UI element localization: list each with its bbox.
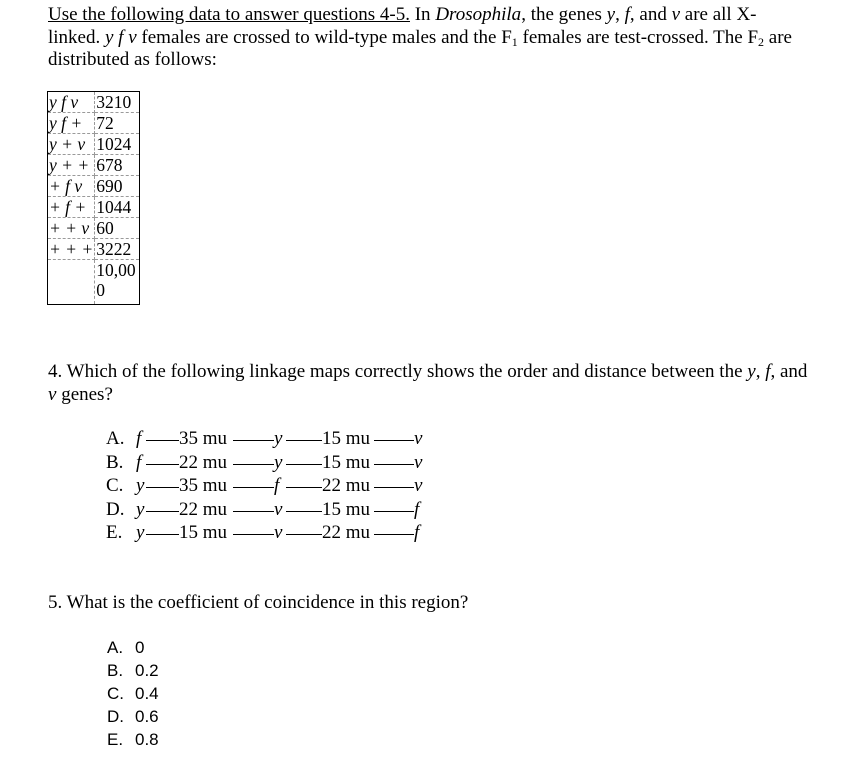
intro-text: are all X-linked. bbox=[48, 4, 757, 48]
count-cell: 3210 bbox=[95, 92, 140, 113]
map-line bbox=[286, 440, 322, 441]
gene-name: v bbox=[48, 384, 57, 405]
distance-label: 22 mu bbox=[179, 451, 228, 473]
map-line bbox=[286, 487, 322, 488]
genotype-cell: + f v bbox=[48, 176, 95, 197]
intro-text: are distributed as follows: bbox=[48, 26, 792, 70]
count-cell: 690 bbox=[95, 176, 140, 197]
gene-label: v bbox=[414, 451, 423, 473]
coefficient-options bbox=[107, 636, 159, 751]
question-4 bbox=[48, 360, 808, 406]
table-row bbox=[48, 113, 140, 134]
map-line bbox=[146, 534, 179, 535]
option-letter: C. bbox=[107, 684, 124, 703]
count-cell: 1044 bbox=[95, 197, 140, 218]
genotype-cell: + f + bbox=[48, 197, 95, 218]
count-cell: 1024 bbox=[95, 134, 140, 155]
map-line bbox=[374, 464, 414, 465]
map-line bbox=[286, 464, 322, 465]
gene-label: y bbox=[136, 475, 145, 496]
gene-label: f bbox=[414, 498, 420, 520]
count-cell: 3222 bbox=[95, 239, 140, 260]
answer-option bbox=[107, 728, 159, 751]
map-line bbox=[146, 487, 179, 488]
gene-label: y bbox=[274, 451, 283, 473]
option-value: 0.6 bbox=[135, 707, 159, 726]
table-row bbox=[48, 92, 140, 113]
progeny-table bbox=[47, 91, 140, 305]
option-letter: A. bbox=[106, 428, 125, 449]
count-cell: 72 bbox=[95, 113, 140, 134]
genotype-cell: y + + bbox=[48, 155, 95, 176]
map-line bbox=[286, 511, 322, 512]
table-row bbox=[48, 260, 140, 305]
option-letter: E. bbox=[107, 730, 124, 749]
option-letter: D. bbox=[106, 498, 125, 520]
intro-paragraph bbox=[48, 4, 808, 72]
distance-label: 15 mu bbox=[179, 522, 228, 543]
gene-name: y bbox=[606, 4, 616, 25]
option-value: 0 bbox=[135, 638, 145, 657]
option-letter: C. bbox=[106, 475, 124, 496]
answer-option bbox=[107, 682, 159, 705]
count-cell: 10,000 bbox=[95, 260, 140, 305]
distance-label: 35 mu bbox=[179, 475, 228, 496]
intro-text: , the genes bbox=[521, 4, 607, 25]
answer-option bbox=[107, 659, 159, 682]
answer-option bbox=[107, 636, 159, 659]
option-value: 0.4 bbox=[135, 684, 159, 703]
gene-name: v bbox=[671, 4, 681, 25]
genotype-cell: y f + bbox=[48, 113, 95, 134]
option-letter: A. bbox=[107, 638, 124, 657]
table-row bbox=[48, 218, 140, 239]
intro-text: , and bbox=[629, 4, 672, 25]
map-line bbox=[146, 464, 179, 465]
distance-label: 15 mu bbox=[322, 498, 371, 520]
gene-label: v bbox=[274, 522, 283, 543]
map-line bbox=[146, 440, 179, 441]
distance-label: 15 mu bbox=[322, 428, 371, 449]
subscript: 1 bbox=[511, 34, 518, 49]
map-line bbox=[233, 487, 274, 488]
gene-label: y bbox=[136, 498, 145, 520]
distance-label: 22 mu bbox=[322, 475, 371, 496]
map-line bbox=[374, 440, 414, 441]
genotype-cell bbox=[48, 260, 95, 305]
genotype-cell: + + + bbox=[49, 239, 94, 259]
distance-label: 22 mu bbox=[179, 498, 228, 520]
distance-label: 15 mu bbox=[322, 451, 371, 473]
question-5: 5. What is the coefficient of coincidence in this region? bbox=[48, 592, 469, 613]
intro-text: females are test-crossed. The F bbox=[517, 26, 759, 48]
question-text: genes? bbox=[56, 384, 113, 405]
intro-text: females are crossed to wild-type males and the F bbox=[136, 26, 512, 48]
map-line bbox=[233, 464, 274, 465]
map-line bbox=[233, 534, 274, 535]
question-text: , and bbox=[770, 361, 808, 382]
intro-lead: Use the following data to answer questions 4-5. bbox=[48, 4, 410, 25]
table-row bbox=[48, 197, 140, 218]
genotype-cell: + + v bbox=[48, 218, 95, 239]
map-line bbox=[146, 511, 179, 512]
gene-label: f bbox=[274, 475, 280, 496]
genotype-cell: y + v bbox=[48, 134, 95, 155]
count-cell: 678 bbox=[95, 155, 140, 176]
option-letter: E. bbox=[106, 522, 123, 543]
gene-label: y bbox=[136, 522, 145, 543]
intro-text: , bbox=[615, 4, 625, 25]
gene-label: v bbox=[414, 475, 423, 496]
distance-label: 22 mu bbox=[322, 522, 371, 543]
option-value: 0.8 bbox=[135, 730, 159, 749]
organism-name: Drosophila bbox=[435, 4, 522, 25]
map-line bbox=[286, 534, 322, 535]
option-letter: D. bbox=[107, 707, 124, 726]
table-row bbox=[48, 134, 140, 155]
gene-label: y bbox=[274, 428, 283, 449]
table-row bbox=[48, 176, 140, 197]
option-value: 0.2 bbox=[135, 661, 159, 680]
cross-genotype: y f v bbox=[105, 26, 137, 48]
map-line bbox=[374, 534, 414, 535]
gene-name: y bbox=[747, 361, 756, 382]
subscript: 2 bbox=[758, 34, 765, 49]
question-text: 4. Which of the following linkage maps correctly shows the order and distance between the bbox=[48, 361, 748, 382]
answer-option bbox=[107, 705, 159, 728]
option-letter: B. bbox=[107, 661, 124, 680]
gene-label: v bbox=[414, 428, 423, 449]
option-letter: B. bbox=[106, 451, 124, 473]
genotype-cell: y f v bbox=[48, 92, 95, 113]
gene-name: f bbox=[624, 4, 630, 25]
table-row bbox=[48, 155, 140, 176]
map-line bbox=[233, 440, 274, 441]
gene-label: v bbox=[274, 498, 283, 520]
gene-label: f bbox=[136, 428, 142, 449]
gene-label: f bbox=[136, 451, 142, 473]
distance-label: 35 mu bbox=[179, 428, 228, 449]
intro-text: In bbox=[409, 4, 436, 25]
table-row bbox=[48, 239, 140, 260]
gene-name: f bbox=[765, 361, 771, 382]
map-line bbox=[374, 511, 414, 512]
map-line bbox=[233, 511, 274, 512]
gene-label: f bbox=[414, 522, 420, 543]
count-cell: 60 bbox=[95, 218, 140, 239]
question-text: , bbox=[755, 361, 766, 382]
map-line bbox=[374, 487, 414, 488]
